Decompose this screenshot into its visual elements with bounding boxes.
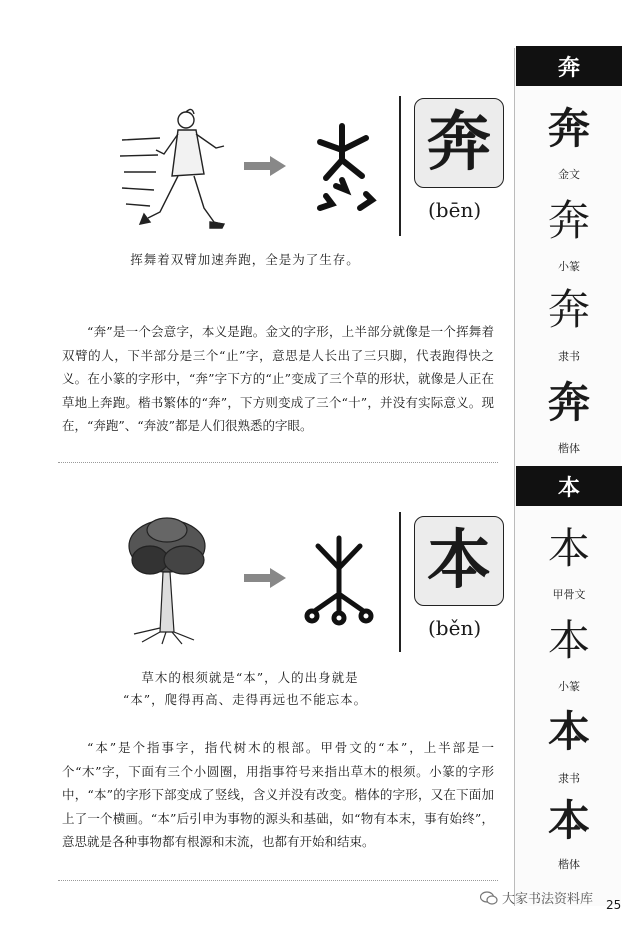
pinyin-ben3: (běn) <box>428 616 482 640</box>
character-box-ben3 <box>414 516 504 606</box>
pinyin-ben1: (bēn) <box>428 198 482 222</box>
sidebar-label-oracle: 甲骨文 <box>552 588 586 601</box>
caption-ben3-line2: “本”，爬得再高、走得再远也不能忘本。 <box>122 692 368 707</box>
sidebar-label-seal: 小篆 <box>558 260 580 273</box>
oracle-bone-ben-glyph <box>302 534 376 630</box>
caption-ben1: 挥舞着双臂加速奔跑，全是为了生存。 <box>130 252 360 267</box>
character-ben1: 奔 <box>427 106 491 180</box>
sidebar-label-clerical: 隶书 <box>558 350 580 363</box>
watermark-text: 大家书法资料库 <box>502 892 594 907</box>
sidebar-label-clerical: 隶书 <box>558 772 580 785</box>
sidebar-glyph-oracle: 本 <box>547 524 590 573</box>
bronze-script-ben-glyph <box>312 120 382 220</box>
sidebar-glyph-regular: 本 <box>547 796 590 845</box>
vertical-divider <box>399 512 401 652</box>
arrow-right-icon <box>244 156 286 176</box>
character-box-ben1 <box>414 98 504 188</box>
sidebar-label-regular: 楷体 <box>558 442 580 455</box>
arrow-right-icon <box>244 568 286 588</box>
paragraph-ben1: “奔”是一个会意字，本义是跑。金文的字形，上半部分就像是一个挥舞着双臂的人，下半部分是三个“止”字，意思是人长出了三只脚，代表跑得快之义。在小篆的字形中，“奔”字下方的“止”变成了三个草的形状，就像是人正在草地上奔跑。楷书繁体的“奔”，下方则变成了三个“十”，并没有实际意义。现在，“奔跑”、“奔波”都是人们很熟悉的字眼。 <box>62 324 494 433</box>
paragraph-ben3: “本”是个指事字，指代树木的根部。甲骨文的“本”，上半部是一个“木”字，下面有三个小圆圈，用指事符号来指出草木的根须。小篆的字形中，“本”的字形下部变成了竖线，含义并没有改变。楷体的字形，又在下面加上了一个横画。“本”后引申为事物的源头和基础，如“物有本末，事有始终”，意思就是各种事物都有根源和末流，也都有开始和结束。 <box>62 740 494 849</box>
sidebar-label-bronze: 金文 <box>558 168 580 181</box>
running-man-illustration <box>120 100 240 240</box>
vertical-divider <box>399 96 401 236</box>
sidebar-glyph-bronze: 奔 <box>547 104 590 153</box>
section-separator <box>58 880 498 881</box>
watermark <box>480 888 593 907</box>
sidebar-header-ben3: 本 <box>516 466 622 506</box>
sidebar-label-regular: 楷体 <box>558 858 580 871</box>
sidebar-glyph-seal: 奔 <box>547 196 590 245</box>
page-number: 25 <box>606 898 622 912</box>
sidebar-glyph-clerical: 奔 <box>547 288 590 334</box>
caption-ben3-line1: 草木的根须就是“本”，人的出身就是 <box>141 670 359 685</box>
character-ben3: 本 <box>427 524 491 598</box>
sidebar-glyph-seal: 本 <box>547 616 590 665</box>
sidebar-header-ben1: 奔 <box>516 46 622 86</box>
section-separator <box>58 462 498 463</box>
sidebar-glyph-clerical: 本 <box>547 710 590 756</box>
sidebar-glyph-regular: 奔 <box>547 378 590 427</box>
wechat-icon <box>480 891 498 905</box>
sidebar-label-seal: 小篆 <box>558 680 580 693</box>
tree-illustration <box>122 516 212 646</box>
